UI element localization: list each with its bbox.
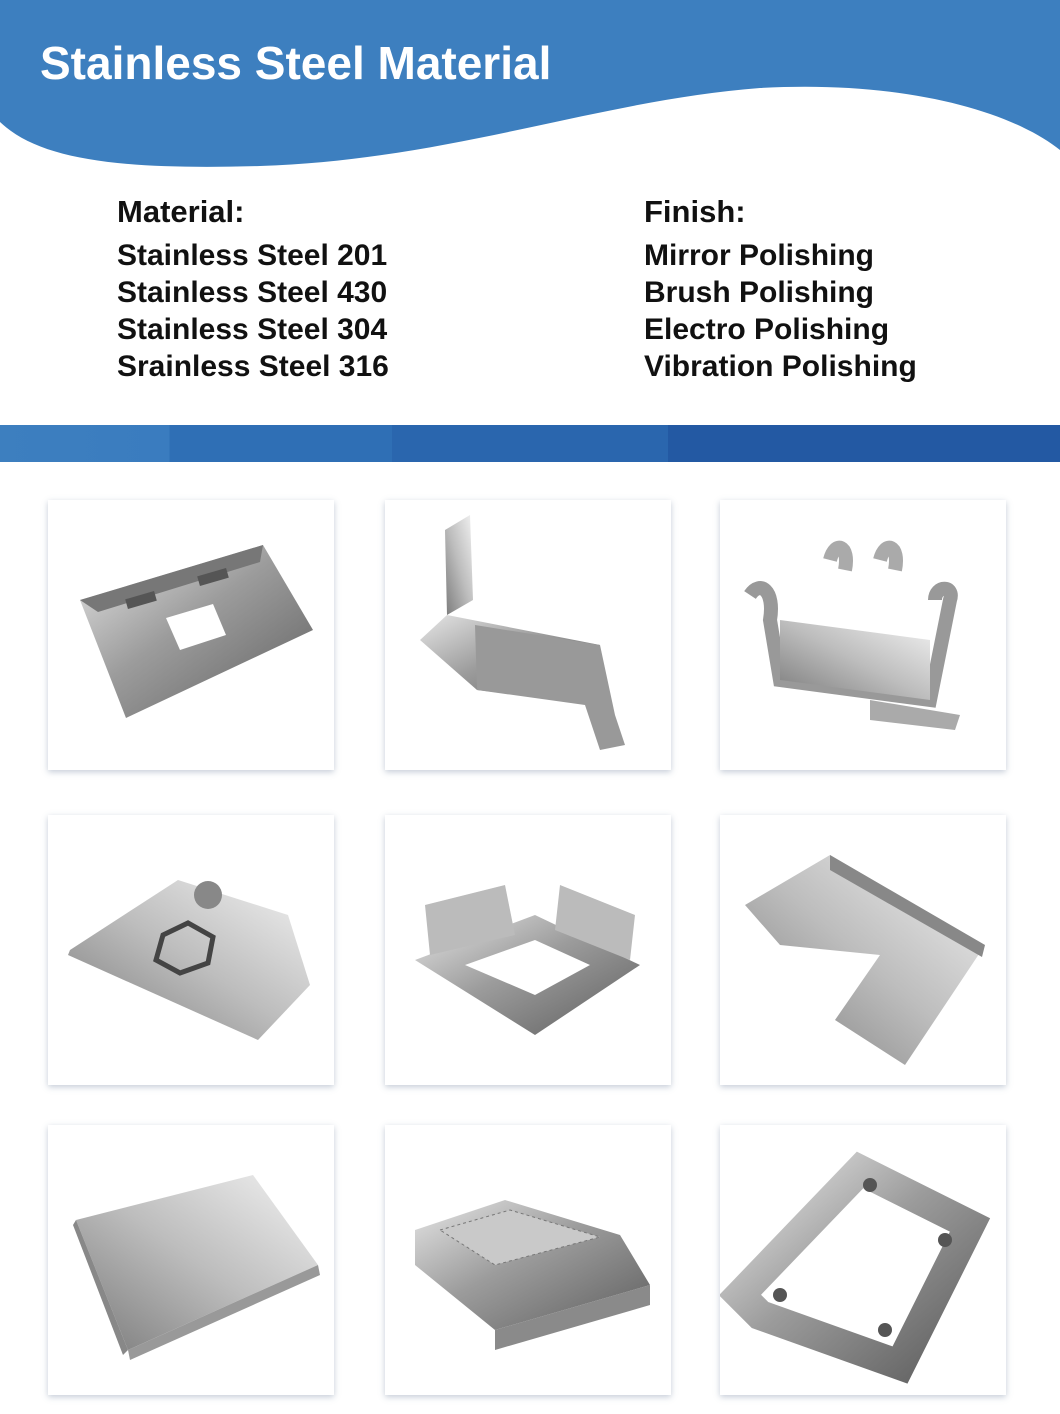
material-item: Stainless Steel 304 [117,313,388,346]
material-item: Stainless Steel 430 [117,276,388,309]
product-image [720,500,1006,770]
shield-frame-icon [385,815,671,1085]
vented-plate-icon [48,815,334,1085]
finish-item: Electro Polishing [644,313,890,346]
mounting-frame-icon [720,1125,1006,1395]
material-item: Srainless Steel 316 [117,350,389,383]
perforated-cover-icon [385,1125,671,1395]
product-image [385,1125,671,1395]
spring-clip-icon [720,500,1006,770]
material-list [117,193,389,385]
product-image [48,500,334,770]
product-image [720,1125,1006,1395]
bracket-plate-icon [48,500,334,770]
page-title: Stainless Steel Material [40,37,552,89]
divider-bar [0,425,1060,462]
product-image [720,815,1006,1085]
header-wave-background [0,0,1060,180]
product-image [385,500,671,770]
finish-item: Mirror Polishing [644,239,875,272]
folded-channel-icon [720,815,1006,1085]
material-item: Stainless Steel 201 [117,239,388,272]
product-image [48,1125,334,1395]
finish-item: Brush Polishing [644,276,875,309]
tray-enclosure-icon [48,1125,334,1395]
product-image [385,815,671,1085]
bent-bracket-icon [385,500,671,770]
product-image [48,815,334,1085]
finish-list [644,193,917,385]
finish-item: Vibration Polishing [644,350,917,383]
finish-heading: Finish: [644,194,746,229]
material-heading: Material: [117,194,245,229]
